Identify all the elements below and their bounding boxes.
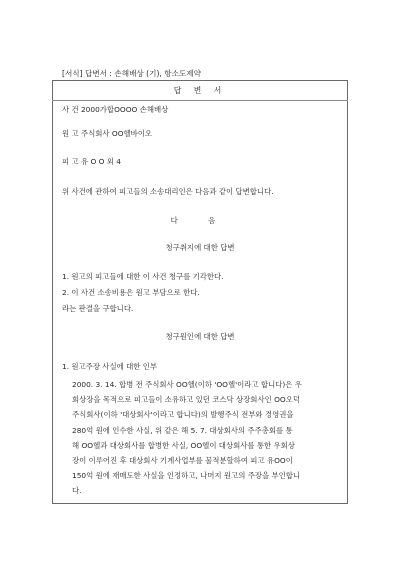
paragraph-line: 150억 원에 재매도한 사실을 인정하고, 나머지 원고의 주장을 부인합니 [72,471,301,481]
claim-closing: 라는 판결을 구합니다. [62,304,134,313]
claim-item-1: 1. 원고의 피고들에 대한 이 사건 청구를 기각한다. [62,272,224,281]
title-divider [52,100,348,101]
paragraph-line: 2000. 3. 14. 합병 전 주식회사 OO헬(이하 'OO헬'이라고 합니다)은 우 [72,380,302,389]
paragraph-line: 주식회사(이하 '대상회사'이라고 합니다)의 발행주식 전부와 경영권을 [72,410,294,420]
paragraph-line: 280억 원에 인수한 사실, 위 같은 해 5. 7. 대상회사의 주주총회를 통 [72,425,293,435]
plaintiff-line: 원 고 주식회사 OO헬바이오 [62,129,153,138]
cause-subsection-title: 1. 원고주장 사실에 대한 인부 [62,362,157,371]
paragraph-line: 회상장을 목적으로 피고들이 소유하고 있던 코스닥 상장회사인 OO오덕 [72,395,300,405]
claim-section-heading: 청구취지에 대한 답변 [165,243,235,252]
document-title: 답 변 서 [173,86,227,95]
paragraph-line: 해 OO헬과 대상회사를 합병한 사실, OO헬이 대상회사를 통한 우회상 [72,440,295,450]
claim-item-2: 2. 이 사건 소송비용은 원고 부담으로 한다. [62,288,200,297]
paragraph-line: 장이 이루어진 후 대상회사 기계사업부를 물적분할하여 피고 유OO이 [72,455,293,465]
cause-paragraph [72,377,338,499]
paragraph-line: 다. [72,486,82,496]
cause-section-heading: 청구원인에 대한 답변 [165,332,235,341]
defendant-line: 피 고 유 O O 외 4 [62,157,121,166]
document-form-label: [서식] 답변서 : 손해배상 (기), 항소도제약 [62,69,201,78]
da-eum-heading: 다 음 [170,216,230,225]
case-line: 사 건 2000가합OOOO 손해배상 [62,105,169,114]
intro-line: 위 사건에 관하여 피고들의 소송대리인은 다음과 같이 답변합니다. [62,187,274,196]
